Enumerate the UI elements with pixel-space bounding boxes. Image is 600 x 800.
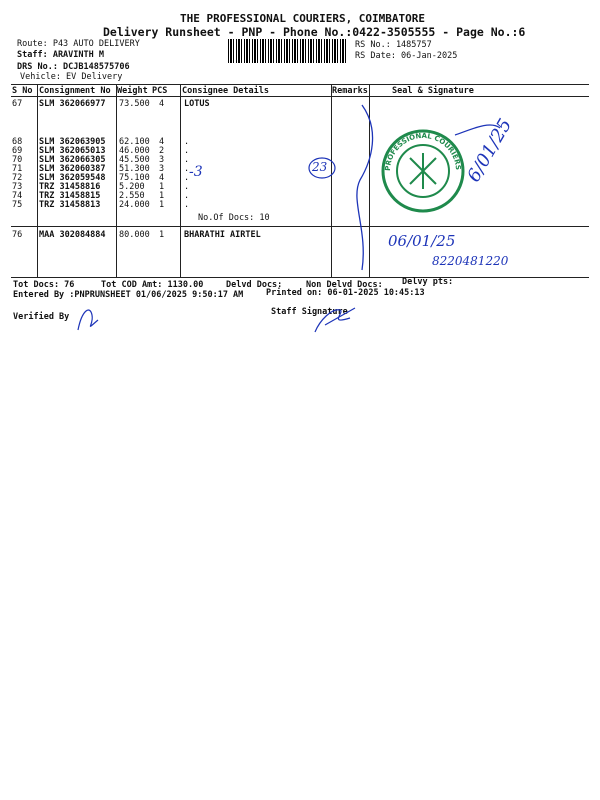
drs-number: DRS No.: DCJB148575706 [17, 62, 130, 72]
row-sno: 73 [12, 182, 23, 192]
non-delivered-docs: Non Delvd Docs: [306, 280, 383, 290]
row-pcs: 4 [159, 173, 165, 183]
row-consignee: . [184, 173, 190, 183]
row-consignee: . [184, 182, 190, 192]
row-sno: 76 [12, 230, 23, 240]
staff: Staff: ARAVINTH M [17, 50, 104, 60]
row-sno: 71 [12, 164, 23, 174]
table-bottom-border [11, 277, 589, 278]
row-weight: 51.300 [119, 164, 150, 174]
row-sno: 74 [12, 191, 23, 201]
row-consignee: LOTUS [184, 99, 210, 109]
col-consignee: Consignee Details [182, 86, 269, 96]
staff-signature-mark [315, 308, 355, 332]
verified-by-label: Verified By [13, 312, 70, 322]
row-consignment: TRZ 31458815 [39, 191, 101, 201]
row-weight: 75.100 [119, 173, 150, 183]
col-divider [37, 84, 38, 277]
row-consignee: . [184, 146, 190, 156]
table-header-border [11, 96, 589, 97]
row-consignment: SLM 362059548 [39, 173, 106, 183]
col-divider [180, 84, 181, 277]
row-pcs: 3 [159, 155, 165, 165]
col-pcs: PCS [152, 86, 168, 96]
row-pcs: 4 [159, 137, 165, 147]
row-pcs: 4 [159, 99, 165, 109]
row-consignee: . [184, 137, 190, 147]
printed-on: Printed on: 06-01-2025 10:45:13 [266, 288, 425, 298]
footer-signatures [70, 300, 370, 340]
delivered-docs: Delvd Docs: [226, 280, 283, 290]
col-seal-signature: Seal & Signature [392, 86, 474, 96]
table-top-border [11, 84, 589, 85]
row-weight: 62.100 [119, 137, 150, 147]
stamp-date-handwritten: 6/01/25 [463, 115, 517, 186]
dash-three-note: -3 [189, 164, 203, 180]
route: Route: P43 AUTO DELIVERY [17, 39, 140, 49]
entered-by: Entered By :PNPRUNSHEET 01/06/2025 9:50:17 AM [13, 290, 244, 300]
rs-number: RS No.: 1485757 [355, 40, 432, 50]
company-seal [380, 128, 466, 214]
row-sno: 70 [12, 155, 23, 165]
row-weight: 5.200 [119, 182, 145, 192]
row-consignment: TRZ 31458816 [39, 182, 101, 192]
row-pcs: 2 [159, 146, 165, 156]
row-weight: 45.500 [119, 155, 150, 165]
staff-signature-label: Staff Signature [271, 307, 348, 317]
barcode [228, 39, 346, 63]
row-consignment: SLM 362060387 [39, 164, 106, 174]
row-consignee: . [184, 164, 190, 174]
row-weight: 24.000 [119, 200, 150, 210]
signature-date-handwritten: 06/01/25 [388, 232, 456, 250]
col-weight: Weight [117, 86, 148, 96]
row-pcs: 1 [159, 191, 165, 201]
row-consignment: SLM 362063905 [39, 137, 106, 147]
col-sno: S No [12, 86, 33, 96]
row-consignment: SLM 362066977 [39, 99, 106, 109]
row-sno: 68 [12, 137, 23, 147]
row-sno: 75 [12, 200, 23, 210]
rs-date: RS Date: 06-Jan-2025 [355, 51, 458, 61]
row-weight: 73.500 [119, 99, 150, 109]
circled-number: 23 [312, 160, 328, 174]
phone-handwritten: 8220481220 [432, 254, 509, 268]
verifier-signature [78, 310, 98, 330]
company-title: THE PROFESSIONAL COURIERS, COIMBATORE [180, 12, 426, 25]
row-pcs: 3 [159, 164, 165, 174]
row-consignee: BHARATHI AIRTEL [184, 230, 261, 240]
runsheet-subtitle: Delivery Runsheet - PNP - Phone No.:0422-3505555 - Page No.:6 [103, 25, 526, 39]
col-divider [116, 84, 117, 277]
vehicle: Vehicle: EV Delivery [20, 72, 123, 82]
row-consignee: . [184, 191, 190, 201]
row-consignment: SLM 362066305 [39, 155, 106, 165]
col-consignment: Consignment No [39, 86, 111, 96]
row-pcs: 1 [159, 200, 165, 210]
delivery-points: Delvy pts: [402, 277, 454, 287]
total-docs: Tot Docs: 76 [13, 280, 75, 290]
seal-graphic [380, 128, 466, 214]
seal-text: PROFESSIONAL COURIERS [383, 131, 463, 172]
row-sno: 69 [12, 146, 23, 156]
col-remarks: Remarks [332, 86, 368, 96]
row-consignee: . [184, 155, 190, 165]
row-consignment: SLM 362065013 [39, 146, 106, 156]
row-weight: 2.550 [119, 191, 145, 201]
remarks-bracket-stroke [357, 105, 373, 270]
row-consignee: . [184, 200, 190, 210]
row-sno: 72 [12, 173, 23, 183]
row-consignment: TRZ 31458813 [39, 200, 101, 210]
row-sno: 67 [12, 99, 23, 109]
row-pcs: 1 [159, 182, 165, 192]
total-cod-amount: Tot COD Amt: 1130.00 [101, 280, 204, 290]
no-of-docs: No.Of Docs: 10 [198, 213, 270, 223]
row-pcs: 1 [159, 230, 165, 240]
row-weight: 46.000 [119, 146, 150, 156]
row-weight: 80.000 [119, 230, 150, 240]
row-consignment: MAA 302084884 [39, 230, 106, 240]
